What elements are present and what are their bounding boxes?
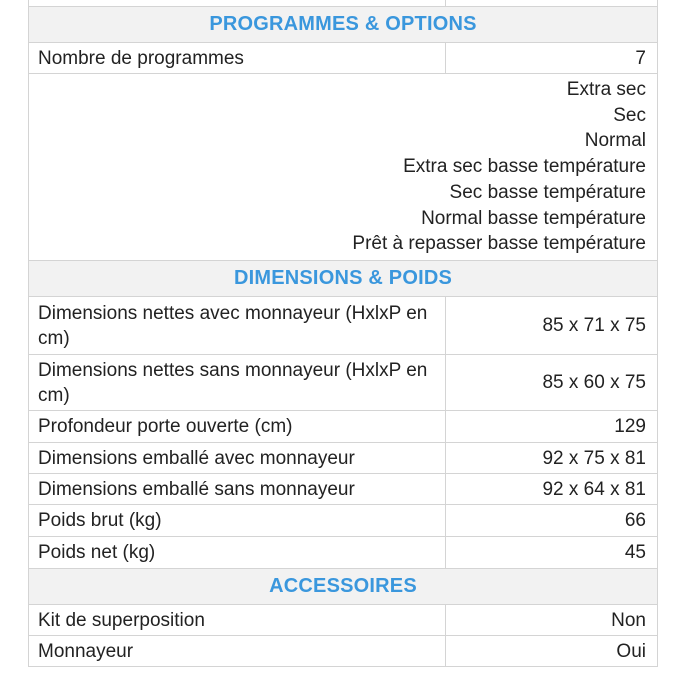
table-row <box>29 636 658 667</box>
row-label: Dimensions emballé sans monnayeur <box>29 474 446 505</box>
program-item: Extra sec basse température <box>403 156 646 178</box>
row-label: Dimensions nettes sans monnayeur (HxlxP en cm) <box>29 355 446 411</box>
row-value: 66 <box>446 505 658 537</box>
program-list <box>29 74 658 261</box>
row-value: 85 x 71 x 75 <box>446 297 658 355</box>
row-value: 92 x 75 x 81 <box>446 443 658 474</box>
program-item: Sec basse température <box>449 181 646 203</box>
table-row <box>29 411 658 443</box>
table-row <box>29 474 658 505</box>
section-title: ACCESSOIRES <box>29 569 658 605</box>
table-row <box>29 537 658 569</box>
row-label: Poids net (kg) <box>29 537 446 569</box>
row-value: 7 <box>446 43 658 74</box>
program-item: Normal <box>584 130 646 152</box>
row-value: 45 <box>446 537 658 569</box>
program-item: Prêt à repasser basse température <box>352 233 646 255</box>
section-title: PROGRAMMES & OPTIONS <box>29 7 658 43</box>
program-item: Extra sec <box>566 79 646 101</box>
row-value: 85 x 60 x 75 <box>446 355 658 411</box>
row-label: Monnayeur <box>29 636 446 667</box>
row-label: Poids brut (kg) <box>29 505 446 537</box>
program-item: Sec <box>613 104 646 126</box>
section-header-dimensions <box>29 261 658 297</box>
row-value: Oui <box>446 636 658 667</box>
section-header-programmes <box>29 7 658 43</box>
row-value: 92 x 64 x 81 <box>446 474 658 505</box>
table-row <box>29 355 658 411</box>
row-label: Kit de superposition <box>29 605 446 636</box>
row-label: Dimensions emballé avec monnayeur <box>29 443 446 474</box>
table-row <box>29 43 658 74</box>
table-row <box>29 297 658 355</box>
program-list-row <box>29 74 658 261</box>
table-row <box>29 605 658 636</box>
table-row <box>29 443 658 474</box>
row-label: Dimensions nettes avec monnayeur (HxlxP en cm) <box>29 297 446 355</box>
spec-table <box>28 0 658 667</box>
row-label: Nombre de programmes <box>29 43 446 74</box>
program-item: Normal basse température <box>421 207 646 229</box>
row-label: Profondeur porte ouverte (cm) <box>29 411 446 443</box>
section-title: DIMENSIONS & POIDS <box>29 261 658 297</box>
row-value: 129 <box>446 411 658 443</box>
section-header-accessoires <box>29 569 658 605</box>
row-value: Non <box>446 605 658 636</box>
table-row <box>29 505 658 537</box>
